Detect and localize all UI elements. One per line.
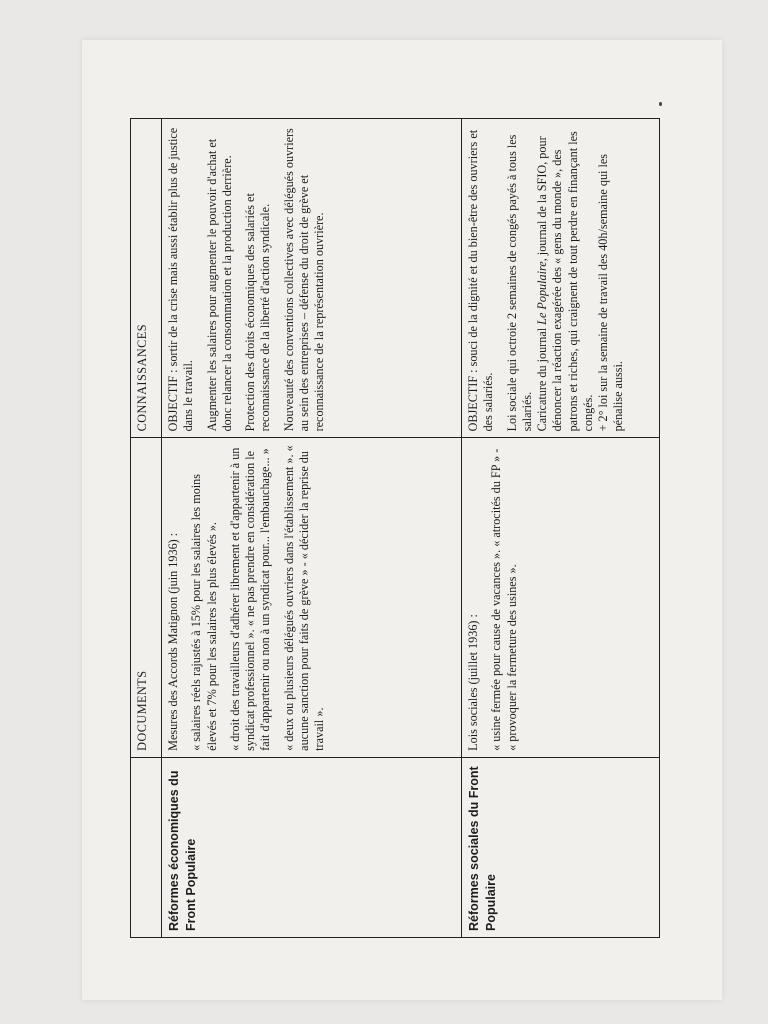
connaissance-paragraph: Nouveauté des conventions collectives avec délégués ouvriers au sein des entreprises – défense du droit de grève et reconnaissance de la représentation ouvrière. bbox=[281, 128, 326, 432]
document-quote: « droit des travailleurs d'adhérer librement et d'appartenir à un syndicat professionnel ». « ne pas prendre en considération le fait d'appartenir ou non à un syndicat pour... l'embauchage... » bbox=[227, 447, 273, 751]
front-populaire-table bbox=[130, 118, 660, 938]
documents-header: DOCUMENTS bbox=[131, 438, 162, 757]
caricature-text-before: Caricature du journal bbox=[535, 324, 549, 432]
connaissance-paragraph: Augmenter les salaires pour augmenter le pouvoir d'achat et donc relancer la consommation et la production derrière. bbox=[204, 138, 234, 432]
document-quote: « salaires réels rajustés à 15% pour les salaires les moins élevés et 7% pour les salaires les plus élevés ». bbox=[189, 473, 219, 751]
semaine-paragraph: + 2° loi sur la semaine de travail des 40h/semaine qui les pénalise aussi. bbox=[596, 153, 626, 432]
connaissance-paragraph: Protection des droits économiques des salariés et reconnaissance de la liberté d'action syndicale. bbox=[243, 193, 273, 432]
connaissances-header: CONNAISSANCES bbox=[131, 119, 162, 438]
connaissances-cell-sociales bbox=[462, 119, 660, 438]
connaissance-paragraph: OBJECTIF : sortir de la crise mais aussi établir plus de justice dans le travail. bbox=[166, 127, 196, 432]
loi-text: Loi sociale qui octroie 2 semaines de congés payés à tous les salariés. bbox=[504, 134, 534, 432]
caricature-paragraph bbox=[535, 125, 596, 431]
documents-cell-sociales bbox=[462, 438, 660, 757]
rotated-table-wrapper bbox=[130, 118, 660, 938]
table-row-sociales bbox=[462, 119, 660, 938]
documents-intro: Mesures des Accords Matignon (juin 1936) : bbox=[166, 532, 180, 751]
table-row-economiques bbox=[162, 119, 462, 938]
connaissances-cell-economiques bbox=[162, 119, 462, 438]
objectif-paragraph: OBJECTIF : souci de la dignité et du bien-être des ouvriers et des salariés. bbox=[466, 129, 496, 432]
row-label-sociales: Réformes sociales du Front Populaire bbox=[462, 757, 660, 937]
document-quote: « deux ou plusieurs délégués ouvriers dans l'établissement ». « aucune sanction pour faits de grève » - « décider la reprise du travail ». bbox=[281, 445, 326, 751]
loi-paragraph bbox=[505, 125, 536, 431]
table-header-row bbox=[131, 119, 162, 938]
documents-cell-economiques bbox=[162, 438, 462, 757]
documents-intro: Lois sociales (juillet 1936) : bbox=[466, 614, 480, 751]
empty-corner-cell bbox=[131, 757, 162, 937]
row-label-economiques: Réformes économiques du Front Populaire bbox=[162, 757, 462, 937]
journal-title: Le Populaire bbox=[535, 261, 549, 325]
document-quote: « usine fermée pour cause de vacances ». « atrocités du FP » - « provoquer la fermeture des usines ». bbox=[489, 448, 519, 751]
caricature-text-after: , journal de la SFIO, pour dénoncer la réaction exagérée des « gens du monde », des patrons et riches, qui craignent de tout perdre en finançant les congés. bbox=[535, 131, 595, 432]
paper-speck bbox=[659, 102, 662, 106]
